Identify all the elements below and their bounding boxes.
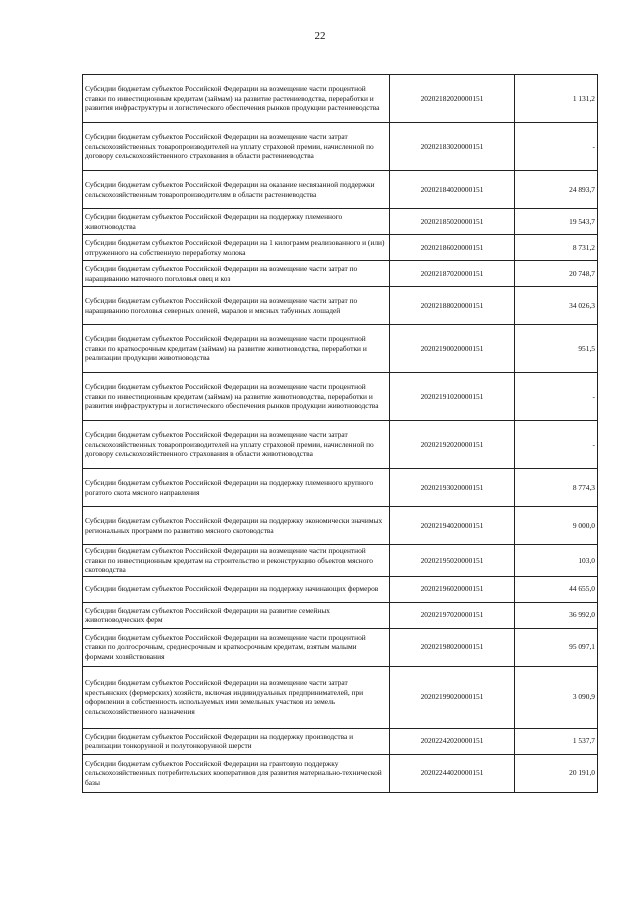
table-row	[83, 754, 598, 792]
row-code: 20202183020000151	[390, 123, 515, 171]
table-row	[83, 235, 598, 261]
row-amount: 103,0	[515, 545, 598, 577]
table-row	[83, 373, 598, 421]
table-row	[83, 469, 598, 507]
row-code: 20202190020000151	[390, 325, 515, 373]
row-code: 20202194020000151	[390, 507, 515, 545]
row-description: Субсидии бюджетам субъектов Российской Федерации на возмещение части затрат по наращиванию поголовья северных оленей, маралов и мясных табунных лошадей	[83, 287, 390, 325]
row-description: Субсидии бюджетам субъектов Российской Федерации на поддержку начинающих фермеров	[83, 576, 390, 602]
table-row	[83, 209, 598, 235]
row-description: Субсидии бюджетам субъектов Российской Федерации на оказание несвязанной поддержки сельскохозяйственным товаропроизводителям в области растениеводства	[83, 171, 390, 209]
row-amount: 951,5	[515, 325, 598, 373]
table-row	[83, 545, 598, 577]
row-description: Субсидии бюджетам субъектов Российской Федерации на возмещение части затрат сельскохозяйственных товаропроизводителей на уплату страховой премии, начисленной по договору сельскохозяйственного страхования в области животноводства	[83, 421, 390, 469]
table-row	[83, 287, 598, 325]
table-row	[83, 123, 598, 171]
subsidy-table	[82, 74, 598, 793]
row-description: Субсидии бюджетам субъектов Российской Федерации на поддержку производства и реализации тонкорунной и полутонкорунной шерсти	[83, 728, 390, 754]
row-description: Субсидии бюджетам субъектов Российской Федерации на возмещение части затрат по наращиванию маточного поголовья овец и коз	[83, 261, 390, 287]
page-number: 22	[314, 30, 326, 42]
row-amount: 1 131,2	[515, 75, 598, 123]
row-description: Субсидии бюджетам субъектов Российской Федерации на возмещение части процентной ставки по инвестиционным кредитам (займам) на развитие животноводства, переработки и развития инфраструктуры и логистического обеспечения рынков продукции животноводства	[83, 373, 390, 421]
row-description: Субсидии бюджетам субъектов Российской Федерации на грантовую поддержку сельскохозяйственных потребительских кооперативов для развития материально-технической базы	[83, 754, 390, 792]
table-row	[83, 602, 598, 628]
row-description: Субсидии бюджетам субъектов Российской Федерации на развитие семейных животноводческих ферм	[83, 602, 390, 628]
row-code: 20202193020000151	[390, 469, 515, 507]
row-description: Субсидии бюджетам субъектов Российской Федерации на возмещение части процентной ставки по инвестиционным кредитам (займам) на развитие растениеводства, переработки и развития инфраструктуры и логистического обеспечения рынков продукции растениеводства	[83, 75, 390, 123]
row-code: 20202187020000151	[390, 261, 515, 287]
row-amount: 8 774,3	[515, 469, 598, 507]
row-amount: 20 191,0	[515, 754, 598, 792]
row-amount: 3 090,9	[515, 666, 598, 728]
row-amount: 1 537,7	[515, 728, 598, 754]
table-row	[83, 628, 598, 666]
subsidy-table-body	[83, 75, 598, 793]
row-code: 20202242020000151	[390, 728, 515, 754]
row-description: Субсидии бюджетам субъектов Российской Федерации на поддержку племенного крупного рогатого скота мясного направления	[83, 469, 390, 507]
table-row	[83, 421, 598, 469]
row-code: 20202191020000151	[390, 373, 515, 421]
row-code: 20202182020000151	[390, 75, 515, 123]
row-amount: 20 748,7	[515, 261, 598, 287]
row-amount: 95 097,1	[515, 628, 598, 666]
row-amount: 34 026,3	[515, 287, 598, 325]
row-description: Субсидии бюджетам субъектов Российской Федерации на 1 килограмм реализованного и (или) отгруженного на собственную переработку молока	[83, 235, 390, 261]
row-description: Субсидии бюджетам субъектов Российской Федерации на поддержку экономически значимых региональных программ по развитию мясного скотоводства	[83, 507, 390, 545]
row-code: 20202199020000151	[390, 666, 515, 728]
row-amount: 24 893,7	[515, 171, 598, 209]
row-code: 20202186020000151	[390, 235, 515, 261]
table-row	[83, 507, 598, 545]
table-row	[83, 261, 598, 287]
row-description: Субсидии бюджетам субъектов Российской Федерации на возмещение части процентной ставки по долгосрочным, среднесрочным и краткосрочным кредитам, взятым малыми формами хозяйствования	[83, 628, 390, 666]
row-code: 20202195020000151	[390, 545, 515, 577]
row-amount: -	[515, 123, 598, 171]
table-row	[83, 325, 598, 373]
row-description: Субсидии бюджетам субъектов Российской Федерации на возмещение части затрат сельскохозяйственных товаропроизводителей на уплату страховой премии, начисленной по договору сельскохозяйственного страхования в области растениеводства	[83, 123, 390, 171]
row-amount: 8 731,2	[515, 235, 598, 261]
row-amount: 36 992,0	[515, 602, 598, 628]
row-amount: -	[515, 421, 598, 469]
table-row	[83, 666, 598, 728]
table-row	[83, 75, 598, 123]
row-code: 20202185020000151	[390, 209, 515, 235]
table-row	[83, 576, 598, 602]
row-amount: 9 000,0	[515, 507, 598, 545]
row-description: Субсидии бюджетам субъектов Российской Федерации на возмещение части процентной ставки по краткосрочным кредитам (займам) на развитие животноводства, переработки и реализации продукции животноводства	[83, 325, 390, 373]
row-code: 20202184020000151	[390, 171, 515, 209]
row-code: 20202196020000151	[390, 576, 515, 602]
row-code: 20202197020000151	[390, 602, 515, 628]
row-code: 20202188020000151	[390, 287, 515, 325]
row-description: Субсидии бюджетам субъектов Российской Федерации на возмещение части затрат крестьянских (фермерских) хозяйств, включая индивидуальных предпринимателей, при оформлении в собственность используемых ими земельных участков из земель сельскохозяйственного назначения	[83, 666, 390, 728]
table-row	[83, 171, 598, 209]
row-description: Субсидии бюджетам субъектов Российской Федерации на поддержку племенного животноводства	[83, 209, 390, 235]
row-amount: 44 655,0	[515, 576, 598, 602]
table-row	[83, 728, 598, 754]
row-code: 20202192020000151	[390, 421, 515, 469]
row-amount: -	[515, 373, 598, 421]
row-code: 20202244020000151	[390, 754, 515, 792]
row-description: Субсидии бюджетам субъектов Российской Федерации на возмещение части процентной ставки по инвестиционным кредитам на строительство и реконструкцию объектов мясного скотоводства	[83, 545, 390, 577]
row-code: 20202198020000151	[390, 628, 515, 666]
row-amount: 19 543,7	[515, 209, 598, 235]
